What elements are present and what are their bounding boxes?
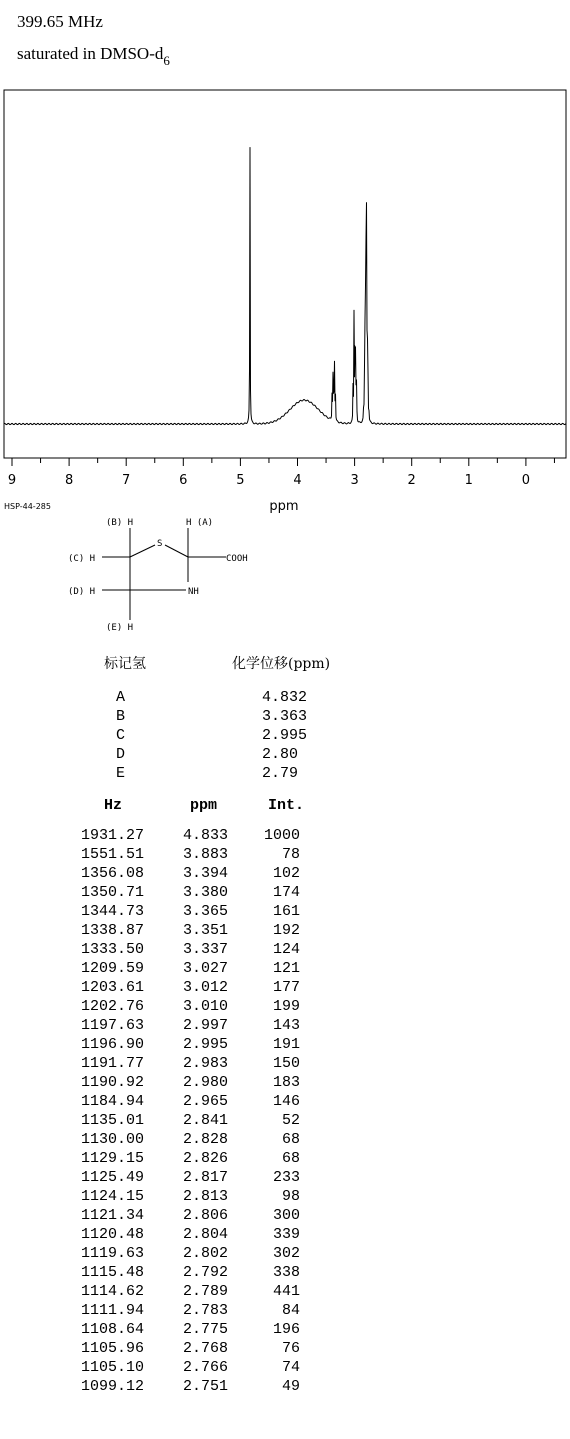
peak-ppm: 2.828 [182, 1131, 228, 1148]
peak-int: 199 [272, 998, 300, 1015]
peak-ppm: 2.997 [182, 1017, 228, 1034]
peak-ppm: 2.995 [182, 1036, 228, 1053]
solvent-subscript: 6 [163, 53, 170, 68]
peak-ppm: 3.010 [182, 998, 228, 1015]
peak-ppm: 2.983 [182, 1055, 228, 1072]
peak-ppm: 2.841 [182, 1112, 228, 1129]
peak-ppm: 2.826 [182, 1150, 228, 1167]
x-tick-label: 5 [236, 473, 245, 488]
peak-ppm: 2.817 [182, 1169, 228, 1186]
x-tick-label: 3 [350, 473, 359, 488]
assignment-label: D [116, 746, 126, 763]
peak-ppm: 2.789 [182, 1283, 228, 1300]
peak-ppm: 2.802 [182, 1245, 228, 1262]
peak-hz: 1551.51 [80, 846, 144, 863]
peak-hz: 1115.48 [80, 1264, 144, 1281]
label-cooh: COOH [226, 554, 248, 564]
spectrum-code: HSP-44-285 [4, 502, 51, 511]
peak-int: 68 [281, 1150, 300, 1167]
peak-ppm: 2.768 [182, 1340, 228, 1357]
peak-hz: 1129.15 [80, 1150, 144, 1167]
assignment-shifts [262, 688, 307, 783]
peak-ppm: 3.351 [182, 922, 228, 939]
peak-int: 74 [281, 1359, 300, 1376]
peak-int: 1000 [263, 827, 300, 844]
peak-hz: 1191.77 [80, 1055, 144, 1072]
peak-ppm: 2.806 [182, 1207, 228, 1224]
peak-int: 143 [272, 1017, 300, 1034]
peak-int: 183 [272, 1074, 300, 1091]
peak-int: 76 [281, 1340, 300, 1357]
peak-int: 121 [272, 960, 300, 977]
peak-hz: 1119.63 [80, 1245, 144, 1262]
peak-hz: 1338.87 [80, 922, 144, 939]
peak-hz: 1209.59 [80, 960, 144, 977]
peak-hz: 1197.63 [80, 1017, 144, 1034]
peak-int: 124 [272, 941, 300, 958]
peak-hz: 1105.10 [80, 1359, 144, 1376]
peak-header-int: Int. [268, 797, 305, 814]
x-tick-label: 1 [464, 473, 473, 488]
peak-int: 196 [272, 1321, 300, 1338]
peak-ppm: 3.337 [182, 941, 228, 958]
peak-int: 84 [281, 1302, 300, 1319]
label-bh: (B) H [106, 518, 134, 528]
label-nh: NH [188, 587, 199, 597]
peak-hz: 1356.08 [80, 865, 144, 882]
peak-hz: 1111.94 [80, 1302, 144, 1319]
peak-hz: 1105.96 [80, 1340, 144, 1357]
peak-hz: 1931.27 [80, 827, 144, 844]
peak-ppm: 2.783 [182, 1302, 228, 1319]
peak-int: 192 [272, 922, 300, 939]
peak-int: 177 [272, 979, 300, 996]
peak-hz: 1108.64 [80, 1321, 144, 1338]
peak-int: 174 [272, 884, 300, 901]
peak-hz: 1135.01 [80, 1112, 144, 1129]
peak-ppm: 2.792 [182, 1264, 228, 1281]
spectrometer-frequency: 399.65 MHz [17, 12, 103, 31]
peak-ppm: 3.883 [182, 846, 228, 863]
assignment-label: B [116, 708, 126, 725]
peak-ppm: 2.766 [182, 1359, 228, 1376]
molecule-structure [0, 0, 570, 680]
peak-int: 233 [272, 1169, 300, 1186]
assignment-header-shift: 化学位移(ppm) [232, 656, 331, 672]
bond-s-right [165, 545, 188, 557]
peak-int: 441 [272, 1283, 300, 1300]
x-axis-label: ppm [269, 499, 299, 514]
peak-int: 146 [272, 1093, 300, 1110]
peak-int: 338 [272, 1264, 300, 1281]
peak-ppm: 4.833 [182, 827, 228, 844]
solvent-text: saturated in DMSO-d [17, 44, 164, 63]
assignment-shift: 2.995 [262, 727, 308, 744]
peak-int: 78 [281, 846, 300, 863]
x-tick-label: 8 [64, 473, 74, 488]
assignment-shift: 2.79 [262, 765, 299, 782]
peak-int: 161 [272, 903, 300, 920]
x-tick-label: 6 [179, 473, 188, 488]
peak-ppm: 3.027 [182, 960, 228, 977]
peak-hz: 1184.94 [80, 1093, 144, 1110]
assignment-shift: 4.832 [262, 689, 308, 706]
assignment-shift: 2.80 [262, 746, 299, 763]
peak-ppm: 3.012 [182, 979, 228, 996]
peak-hz: 1190.92 [80, 1074, 144, 1091]
label-eh: (E) H [106, 623, 134, 633]
peak-ppm: 3.380 [182, 884, 228, 901]
peak-ppm: 2.751 [182, 1378, 228, 1395]
peak-hz: 1350.71 [80, 884, 144, 901]
assignment-label: C [116, 727, 126, 744]
peak-ppm: 3.365 [182, 903, 228, 920]
peak-hz: 1130.00 [80, 1131, 144, 1148]
peak-int: 98 [281, 1188, 300, 1205]
assignment-header-label: 标记氢 [104, 656, 146, 672]
assignment-labels [116, 688, 125, 783]
peak-ppm: 2.965 [182, 1093, 228, 1110]
peak-hz: 1344.73 [80, 903, 144, 920]
peak-ppm: 2.775 [182, 1321, 228, 1338]
peak-header-ppm: ppm [190, 797, 218, 814]
peak-int: 300 [272, 1207, 300, 1224]
label-dh: (D) H [68, 587, 96, 597]
peak-int: 52 [281, 1112, 300, 1129]
peak-hz: 1203.61 [80, 979, 144, 996]
peak-int: 339 [272, 1226, 300, 1243]
peak-hz: 1125.49 [80, 1169, 144, 1186]
assignment-label: E [116, 765, 126, 782]
label-ha: H (A) [186, 518, 214, 528]
peak-hz: 1196.90 [80, 1036, 144, 1053]
x-tick-label: 0 [521, 473, 531, 488]
peak-int: 302 [272, 1245, 300, 1262]
peak-hz: 1121.34 [80, 1207, 144, 1224]
peak-ppm: 2.804 [182, 1226, 228, 1243]
peak-hz: 1202.76 [80, 998, 144, 1015]
peak-int: 191 [272, 1036, 300, 1053]
x-tick-label: 2 [407, 473, 416, 488]
peak-int: 102 [272, 865, 300, 882]
peak-hz: 1124.15 [80, 1188, 144, 1205]
assignment-label: A [116, 689, 126, 706]
label-ch: (C) H [68, 554, 96, 564]
peak-int: 49 [281, 1378, 300, 1395]
peak-hz: 1114.62 [80, 1283, 144, 1300]
x-tick-label: 7 [122, 473, 131, 488]
x-tick-label: 4 [293, 473, 302, 488]
peak-ppm: 3.394 [182, 865, 228, 882]
bond-s-left [130, 545, 155, 557]
peak-hz: 1099.12 [80, 1378, 144, 1395]
x-tick-label: 9 [7, 473, 17, 488]
label-s: S [157, 539, 163, 549]
peak-int: 68 [281, 1131, 300, 1148]
peak-header-hz: Hz [104, 797, 123, 814]
peak-hz: 1333.50 [80, 941, 144, 958]
assignment-shift: 3.363 [262, 708, 308, 725]
peak-ppm: 2.813 [182, 1188, 228, 1205]
peak-ppm: 2.980 [182, 1074, 228, 1091]
peak-int: 150 [272, 1055, 300, 1072]
peak-hz: 1120.48 [80, 1226, 144, 1243]
